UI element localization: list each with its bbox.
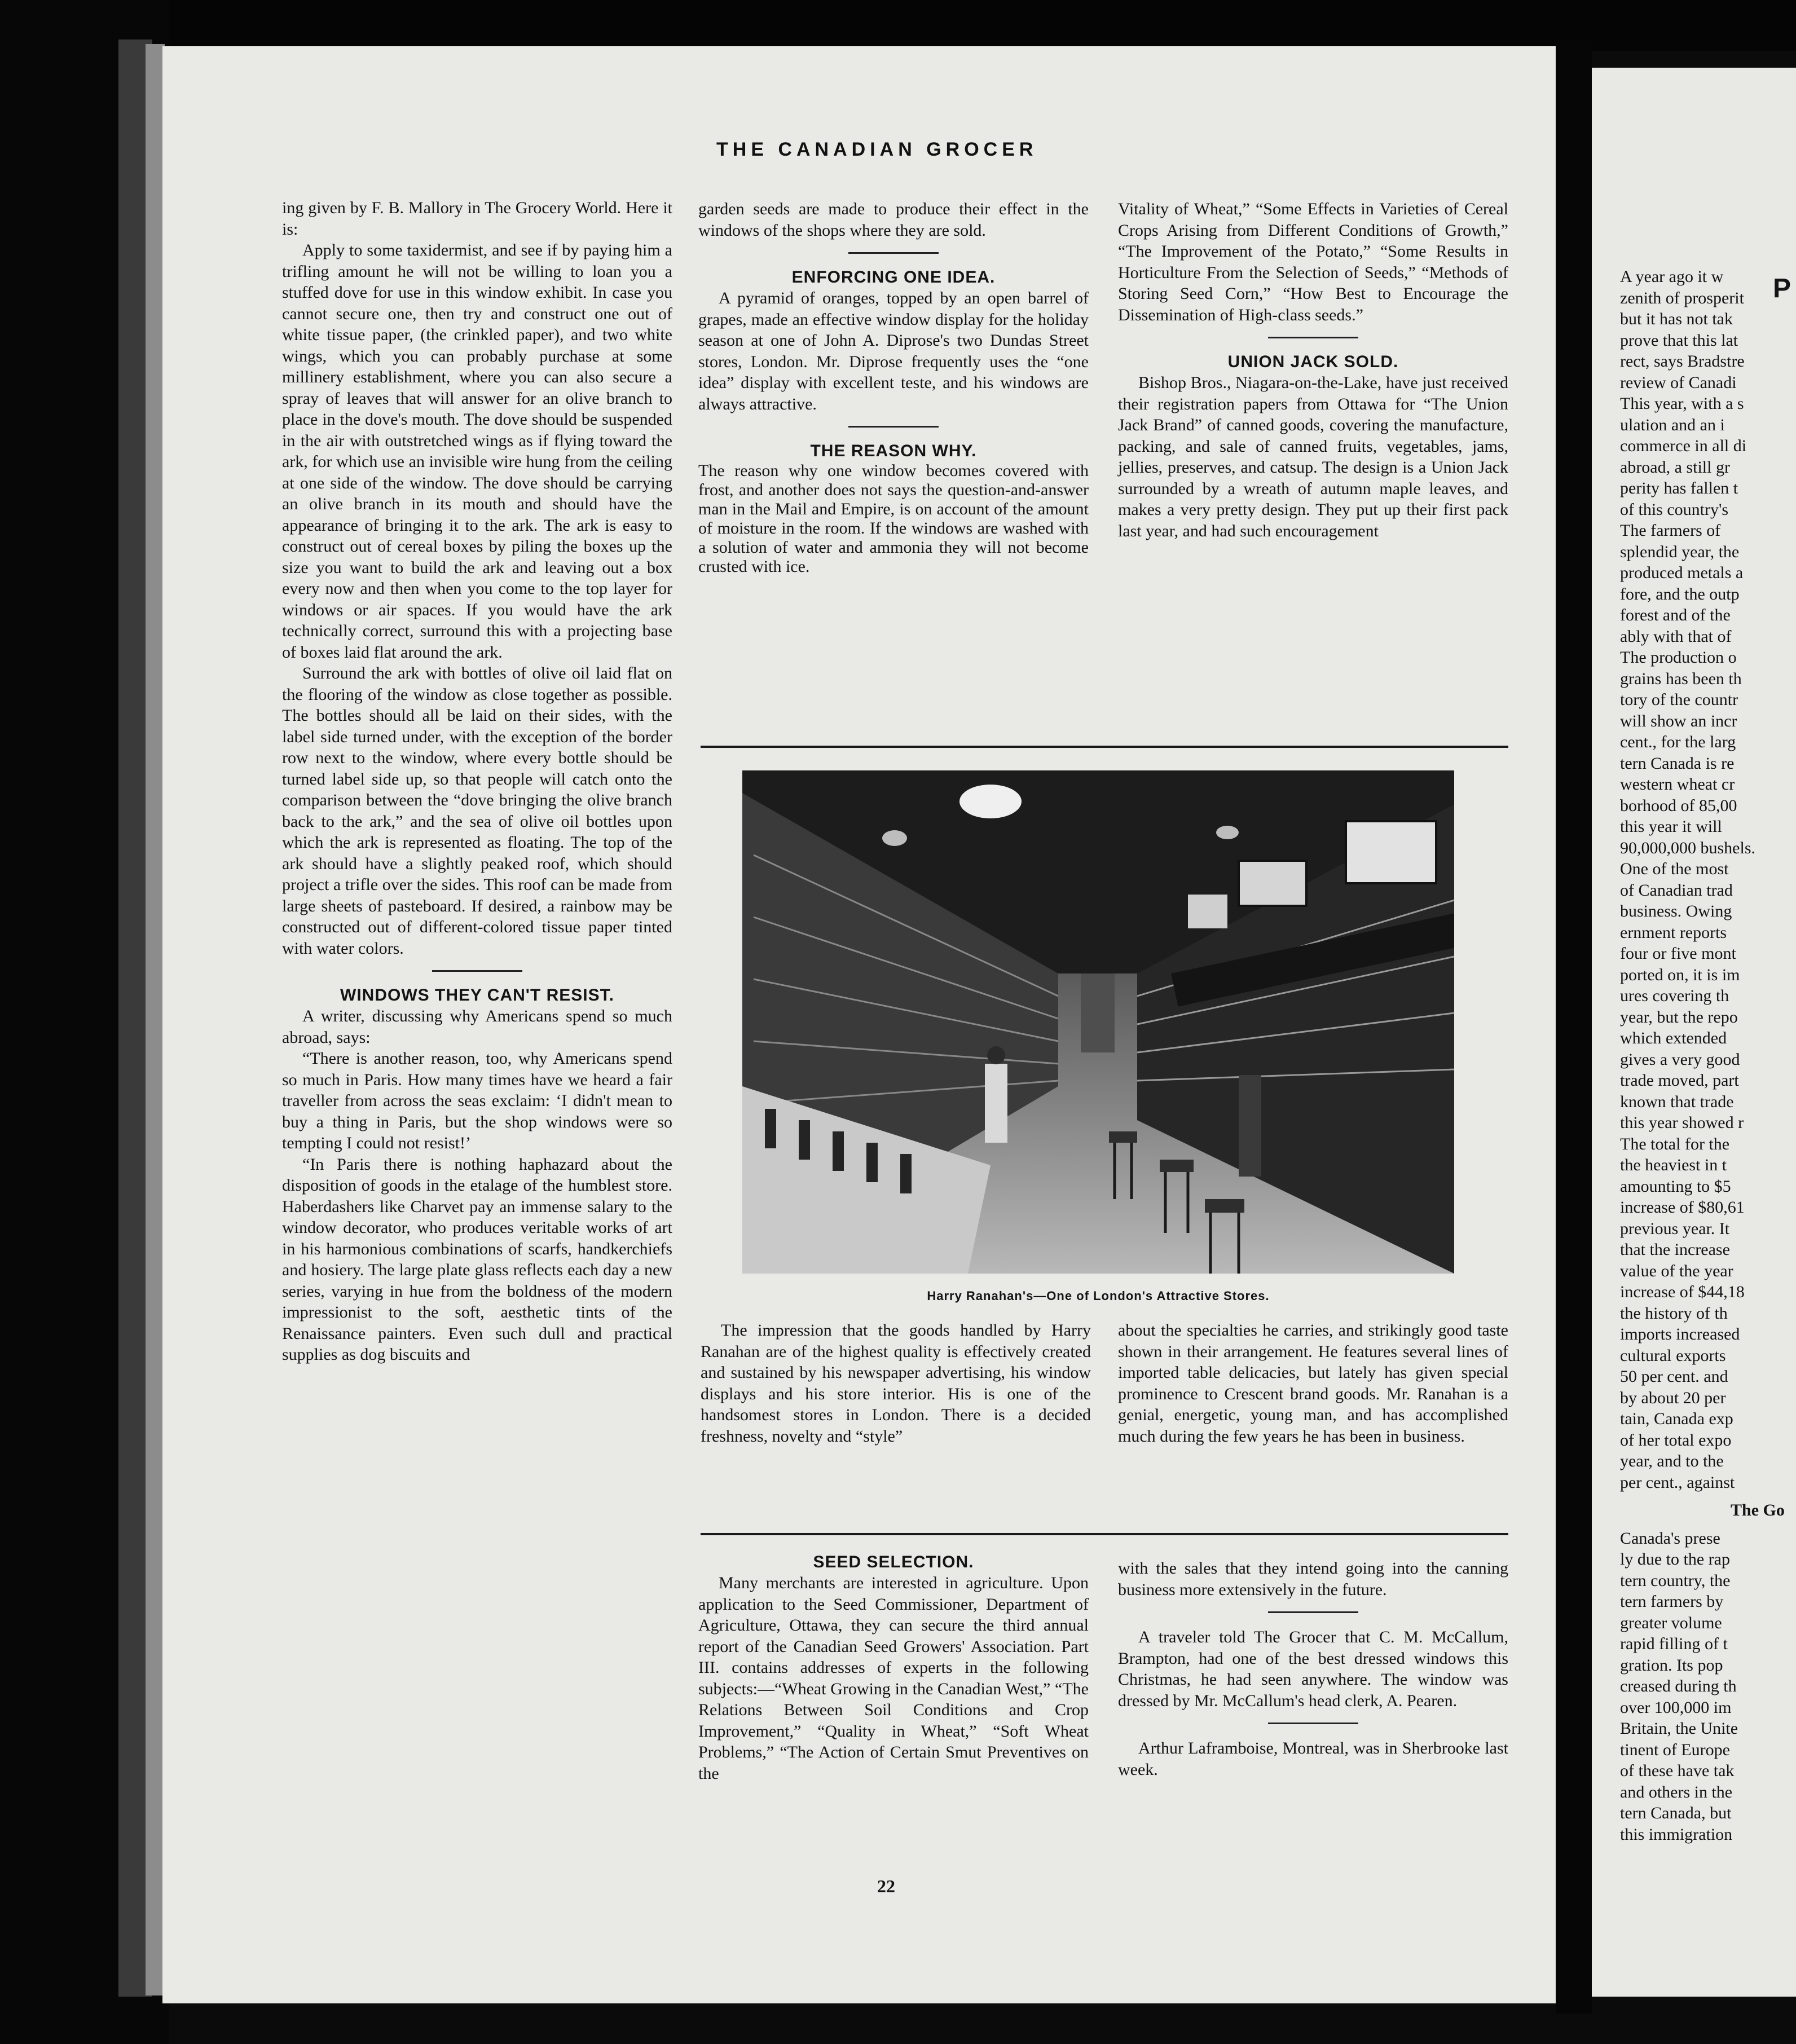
right-page-line: ported on, it is im xyxy=(1620,965,1740,984)
right-page-line: tern Canada, but xyxy=(1620,1804,1732,1822)
right-page-line: tory of the countr xyxy=(1620,690,1738,709)
right-page-line: previous year. It xyxy=(1620,1219,1730,1238)
right-page-line: gives a very good xyxy=(1620,1050,1740,1069)
scan-border-top xyxy=(0,0,1796,51)
right-page-line: per cent., against xyxy=(1620,1473,1735,1492)
paragraph: A traveler told The Grocer that C. M. McCallum, Brampton, had one of the best dressed windows this Christmas, he had seen anywhere. The window was dressed by Mr. McCallum's head clerk, A. Pearen. xyxy=(1118,1628,1508,1710)
right-page-line: cultural exports xyxy=(1620,1346,1726,1365)
right-page-line: of this country's xyxy=(1620,500,1729,519)
right-page-line: this immigration xyxy=(1620,1825,1733,1844)
right-page-line: four or five mont xyxy=(1620,944,1736,963)
right-page-line: rapid filling of t xyxy=(1620,1635,1728,1653)
paragraph: garden seeds are made to produce their effect in the windows of the shops where they are sold. xyxy=(698,200,1089,240)
right-page-line: trade moved, part xyxy=(1620,1071,1739,1090)
right-page-line: business. Owing xyxy=(1620,902,1732,920)
right-page-line: tern farmers by xyxy=(1620,1592,1724,1611)
right-page-line: that the increase xyxy=(1620,1240,1730,1259)
photo-caption: Harry Ranahan's—One of London's Attractive Stores. xyxy=(927,1289,1270,1303)
paragraph: “In Paris there is nothing haphazard about the disposition of goods in the etalage of the humblest store. Haberdashers like Charvet pay an immense salary to the window decorator, who produces veritable works of art in his harmonious combinations of scarfs, handkerchiefs and hosiery. The large plate glass reflects each day a new series, varying in hue from the boldness of the modern impressionist to the soft, aesthetic tints of the Renaissance painters. Even such dull and practical supplies as dog biscuits and xyxy=(282,1155,672,1364)
right-page-line: The production o xyxy=(1620,648,1737,667)
right-page-line: the history of th xyxy=(1620,1303,1728,1323)
paragraph: Vitality of Wheat,” “Some Effects in Varieties of Cereal Crops Arising from Different Conditions of Growth,” “The Improvement of the Potato,” “Some Results in Horticulture From the Selection of Seeds,” “Methods of Storing Seed Corn,” “How Best to Encourage the Dissemination of High-class seeds.” xyxy=(1118,200,1508,324)
bottom-right-column xyxy=(1118,1558,1508,1780)
right-page-line: grains has been th xyxy=(1620,669,1742,688)
right-page-line: The total for the xyxy=(1620,1134,1730,1153)
right-page-line: 90,000,000 bushels. xyxy=(1620,838,1755,857)
right-page-line: will show an incr xyxy=(1620,711,1737,730)
right-page-line: forest and of the xyxy=(1620,606,1731,624)
section-divider xyxy=(432,970,522,972)
right-page-line: tern Canada is re xyxy=(1620,754,1735,773)
store-interior-photo xyxy=(742,770,1454,1274)
right-page-line: of Canadian trad xyxy=(1620,880,1733,900)
store-interior-illustration xyxy=(742,770,1454,1274)
photo-top-rule xyxy=(701,746,1508,748)
paragraph: ing given by F. B. Mallory in The Grocery World. Here it is: xyxy=(282,199,672,239)
right-page-line: tinent of Europe xyxy=(1620,1740,1730,1759)
right-page-line: commerce in all di xyxy=(1620,437,1747,455)
right-page-line: This year, with a s xyxy=(1620,394,1744,413)
paragraph: “There is another reason, too, why Americans spend so much in Paris. How many times have we heard a fair traveller from across the seas exclaim: ‘I didn't mean to buy a thing in Paris, but the shop windows were so tempting I could not resist!’ xyxy=(282,1049,672,1152)
right-page-block xyxy=(1620,1528,1785,1845)
paragraph: A writer, discussing why Americans spend so much abroad, says: xyxy=(282,1007,672,1047)
right-page-line: prove that this lat xyxy=(1620,331,1738,350)
right-page-line: ably with that of xyxy=(1620,627,1732,646)
right-page-line: western wheat cr xyxy=(1620,775,1735,794)
paragraph: Many merchants are interested in agriculture. Upon application to the Seed Commissioner, Department of Agriculture, Ottawa, they can secure the third annual report of the Canadian Seed Growers' Association. Part III. contains addresses of experts in the following subjects:—“Wheat Growing in the Canadian West,” “The Relations Between Soil Conditions and Crop Improvement,” “Quality in Wheat,” “Soft Wheat Problems,” “The Action of Certain Smut Preventives on the xyxy=(698,1574,1089,1783)
right-page-line: by about 20 per xyxy=(1620,1388,1726,1407)
right-page-line: review of Canadi xyxy=(1620,373,1737,392)
right-page-line: the heaviest in t xyxy=(1620,1156,1727,1174)
section-divider xyxy=(1268,337,1358,338)
right-page-line: One of the most xyxy=(1620,860,1729,878)
paragraph: The impression that the goods handled by Harry Ranahan are of the highest quality is effectively created and sustained by his newspaper advertising, his window displays and his store interior. His is one of the handsomest stores in London. There is a decided freshness, novelty and “style” xyxy=(701,1321,1091,1446)
right-page-line: ulation and an i xyxy=(1620,415,1725,434)
seed-selection-column xyxy=(698,1552,1089,1784)
page-number: 22 xyxy=(877,1876,895,1896)
right-page-line: but it has not tak xyxy=(1620,310,1733,328)
right-page-line: ernment reports xyxy=(1620,923,1727,942)
right-page-line: this year showed r xyxy=(1620,1113,1744,1132)
section-heading: ENFORCING ONE IDEA. xyxy=(791,268,996,287)
right-page-line: cent., for the larg xyxy=(1620,733,1736,751)
right-page-line: known that trade xyxy=(1620,1092,1734,1111)
right-page-line: year, and to the xyxy=(1620,1452,1724,1470)
right-page-line: over 100,000 im xyxy=(1620,1698,1732,1717)
right-page-line: of her total expo xyxy=(1620,1430,1732,1450)
book-binding-inner xyxy=(146,44,165,1995)
right-page-line: increase of $44,18 xyxy=(1620,1283,1745,1301)
section-divider xyxy=(848,426,939,428)
section-heading: WINDOWS THEY CAN'T RESIST. xyxy=(340,986,614,1005)
right-page-line: ly due to the rap xyxy=(1620,1550,1730,1569)
paragraph: The reason why one window becomes covered with frost, and another does not says the question-and-answer man in the Mail and Empire, is on account of the amount of moisture in the room. If the windows are washed with a solution of water and ammonia they will not become crusted with ice. xyxy=(698,461,1089,576)
paragraph: Arthur Laframboise, Montreal, was in Sherbrooke last week. xyxy=(1118,1739,1508,1779)
right-page-line: rect, says Bradstre xyxy=(1620,352,1745,371)
right-page-line: Canada's prese xyxy=(1620,1528,1720,1548)
running-header: THE CANADIAN GROCER xyxy=(716,139,1038,160)
right-page-line: zenith of prosperit xyxy=(1620,288,1744,307)
page-gutter xyxy=(1556,39,1592,2014)
right-page-line: value of the year xyxy=(1620,1261,1733,1280)
paragraph: Apply to some taxidermist, and see if by paying him a trifling amount he will not be willing to loan you a stuffed dove for use in this window exhibit. In case you cannot secure one, then try and construct one out of white tissue paper, (the crinkled paper), and two white wings, which you can probably purchase at some millinery establishment, where you can also secure a spray of leaves that will answer for an olive branch to place in the dove's mouth. The dove should be suspended in the air with outstretched wings as if flying toward the ark, for which use an invisible wire hung from the ceiling at one side of the window. The dove should be carrying an olive branch in its mouth and should have the appearance of bringing it to the ark. The ark is easy to construct out of cereal boxes by piling the boxes up the size you want to build the ark and leaving out a box every now and then when you come to the top layer for windows or air spaces. If you would have the ark technically correct, surround this with a projecting base of boxes laid flat around the ark. xyxy=(282,241,672,662)
right-page-subheading: The Go xyxy=(1731,1501,1785,1519)
right-page-line: which extended xyxy=(1620,1029,1727,1047)
right-page-line: this year it will xyxy=(1620,817,1722,836)
section-heading: THE REASON WHY. xyxy=(810,442,977,460)
paragraph: A pyramid of oranges, topped by an open barrel of grapes, made an effective window display for the holiday season at one of John A. Diprose's two Dundas Street stores, London. Mr. Diprose frequently uses the “one idea” display with excellent teste, and his windows are always attractive. xyxy=(698,289,1089,413)
right-page-line: of these have tak xyxy=(1620,1761,1735,1780)
section-divider xyxy=(1268,1611,1358,1613)
paragraph: Bishop Bros., Niagara-on-the-Lake, have just received their registration papers from Ottawa for “The Union Jack Brand” of canned goods, covering the manufacture, packing, and sale of canned fruits, vegetables, jams, jellies, preserves, and catsup. The design is a Union Jack surrounded by a wreath of autumn maple leaves, and makes a very pretty design. They put up their first pack last year, and had such encouragement xyxy=(1118,373,1508,540)
column-left xyxy=(282,197,672,1365)
right-page-line: The farmers of xyxy=(1620,521,1721,540)
right-page-line: gration. Its pop xyxy=(1620,1655,1723,1675)
right-page-line: fore, and the outp xyxy=(1620,584,1740,603)
right-page-line: perity has fallen t xyxy=(1620,479,1738,497)
right-page-line: tern country, the xyxy=(1620,1571,1731,1590)
right-page-line: splendid year, the xyxy=(1620,542,1740,561)
right-page-line: ures covering th xyxy=(1620,986,1729,1005)
section-heading: SEED SELECTION. xyxy=(813,1553,974,1571)
section-rule xyxy=(701,1533,1508,1535)
right-page-line: amounting to $5 xyxy=(1620,1177,1731,1196)
column-right-top xyxy=(1118,199,1508,541)
right-page-line: creased during th xyxy=(1620,1677,1737,1695)
column-middle-top xyxy=(698,199,1089,576)
right-page-line: greater volume xyxy=(1620,1613,1722,1632)
section-divider xyxy=(1268,1723,1358,1724)
right-page-block xyxy=(1620,266,1785,520)
right-page-line: increase of $80,61 xyxy=(1620,1198,1745,1217)
right-page-block xyxy=(1620,858,1785,1493)
right-page-line: borhood of 85,00 xyxy=(1620,796,1737,815)
right-page xyxy=(1592,68,1796,1997)
right-page-line: year, but the repo xyxy=(1620,1007,1738,1027)
right-page-line: 50 per cent. and xyxy=(1620,1367,1728,1386)
right-page-line: Britain, the Unite xyxy=(1620,1719,1738,1738)
paragraph: Surround the ark with bottles of olive oil laid flat on the flooring of the window as close together as possible. The bottles should all be laid on their sides, with the label side turned under, with the exception of the border row next to the window, where every bottle should be turned label side up, so that people will catch onto the comparison between the “dove bringing the olive branch back to the ark,” and the sea of olive oil bottles upon which the ark is represented as floating. The top of the ark should have a slightly peaked roof, which should project a trifle over the sides. This roof can be made from large sheets of pasteboard. If desired, a rainbow may be constructed out of different-colored tissue paper tinted with water colors. xyxy=(282,664,672,958)
ranahan-text-left xyxy=(701,1320,1091,1447)
partial-heading: P xyxy=(1773,274,1791,303)
right-page-column xyxy=(1620,266,1785,1845)
ranahan-text-right xyxy=(1118,1320,1508,1447)
section-heading: UNION JACK SOLD. xyxy=(1227,353,1399,371)
paragraph: with the sales that they intend going into the canning business more extensively in the future. xyxy=(1118,1559,1508,1599)
right-page-block xyxy=(1620,520,1785,858)
right-page-line: A year ago it w xyxy=(1620,267,1724,286)
section-divider xyxy=(848,252,939,254)
paragraph: about the specialties he carries, and strikingly good taste shown in their arrangement. He features several lines of imported table delicacies, but lately has given special prominence to Crescent brand goods. Mr. Ranahan is a genial, energetic, young man, and has accomplished much during the few years he has been in business. xyxy=(1118,1321,1508,1446)
right-page-line: produced metals a xyxy=(1620,563,1744,582)
right-page-line: and others in the xyxy=(1620,1782,1733,1801)
right-page-line: abroad, a still gr xyxy=(1620,457,1730,477)
right-page-line: imports increased xyxy=(1620,1325,1740,1343)
right-page-line: tain, Canada exp xyxy=(1620,1409,1733,1428)
